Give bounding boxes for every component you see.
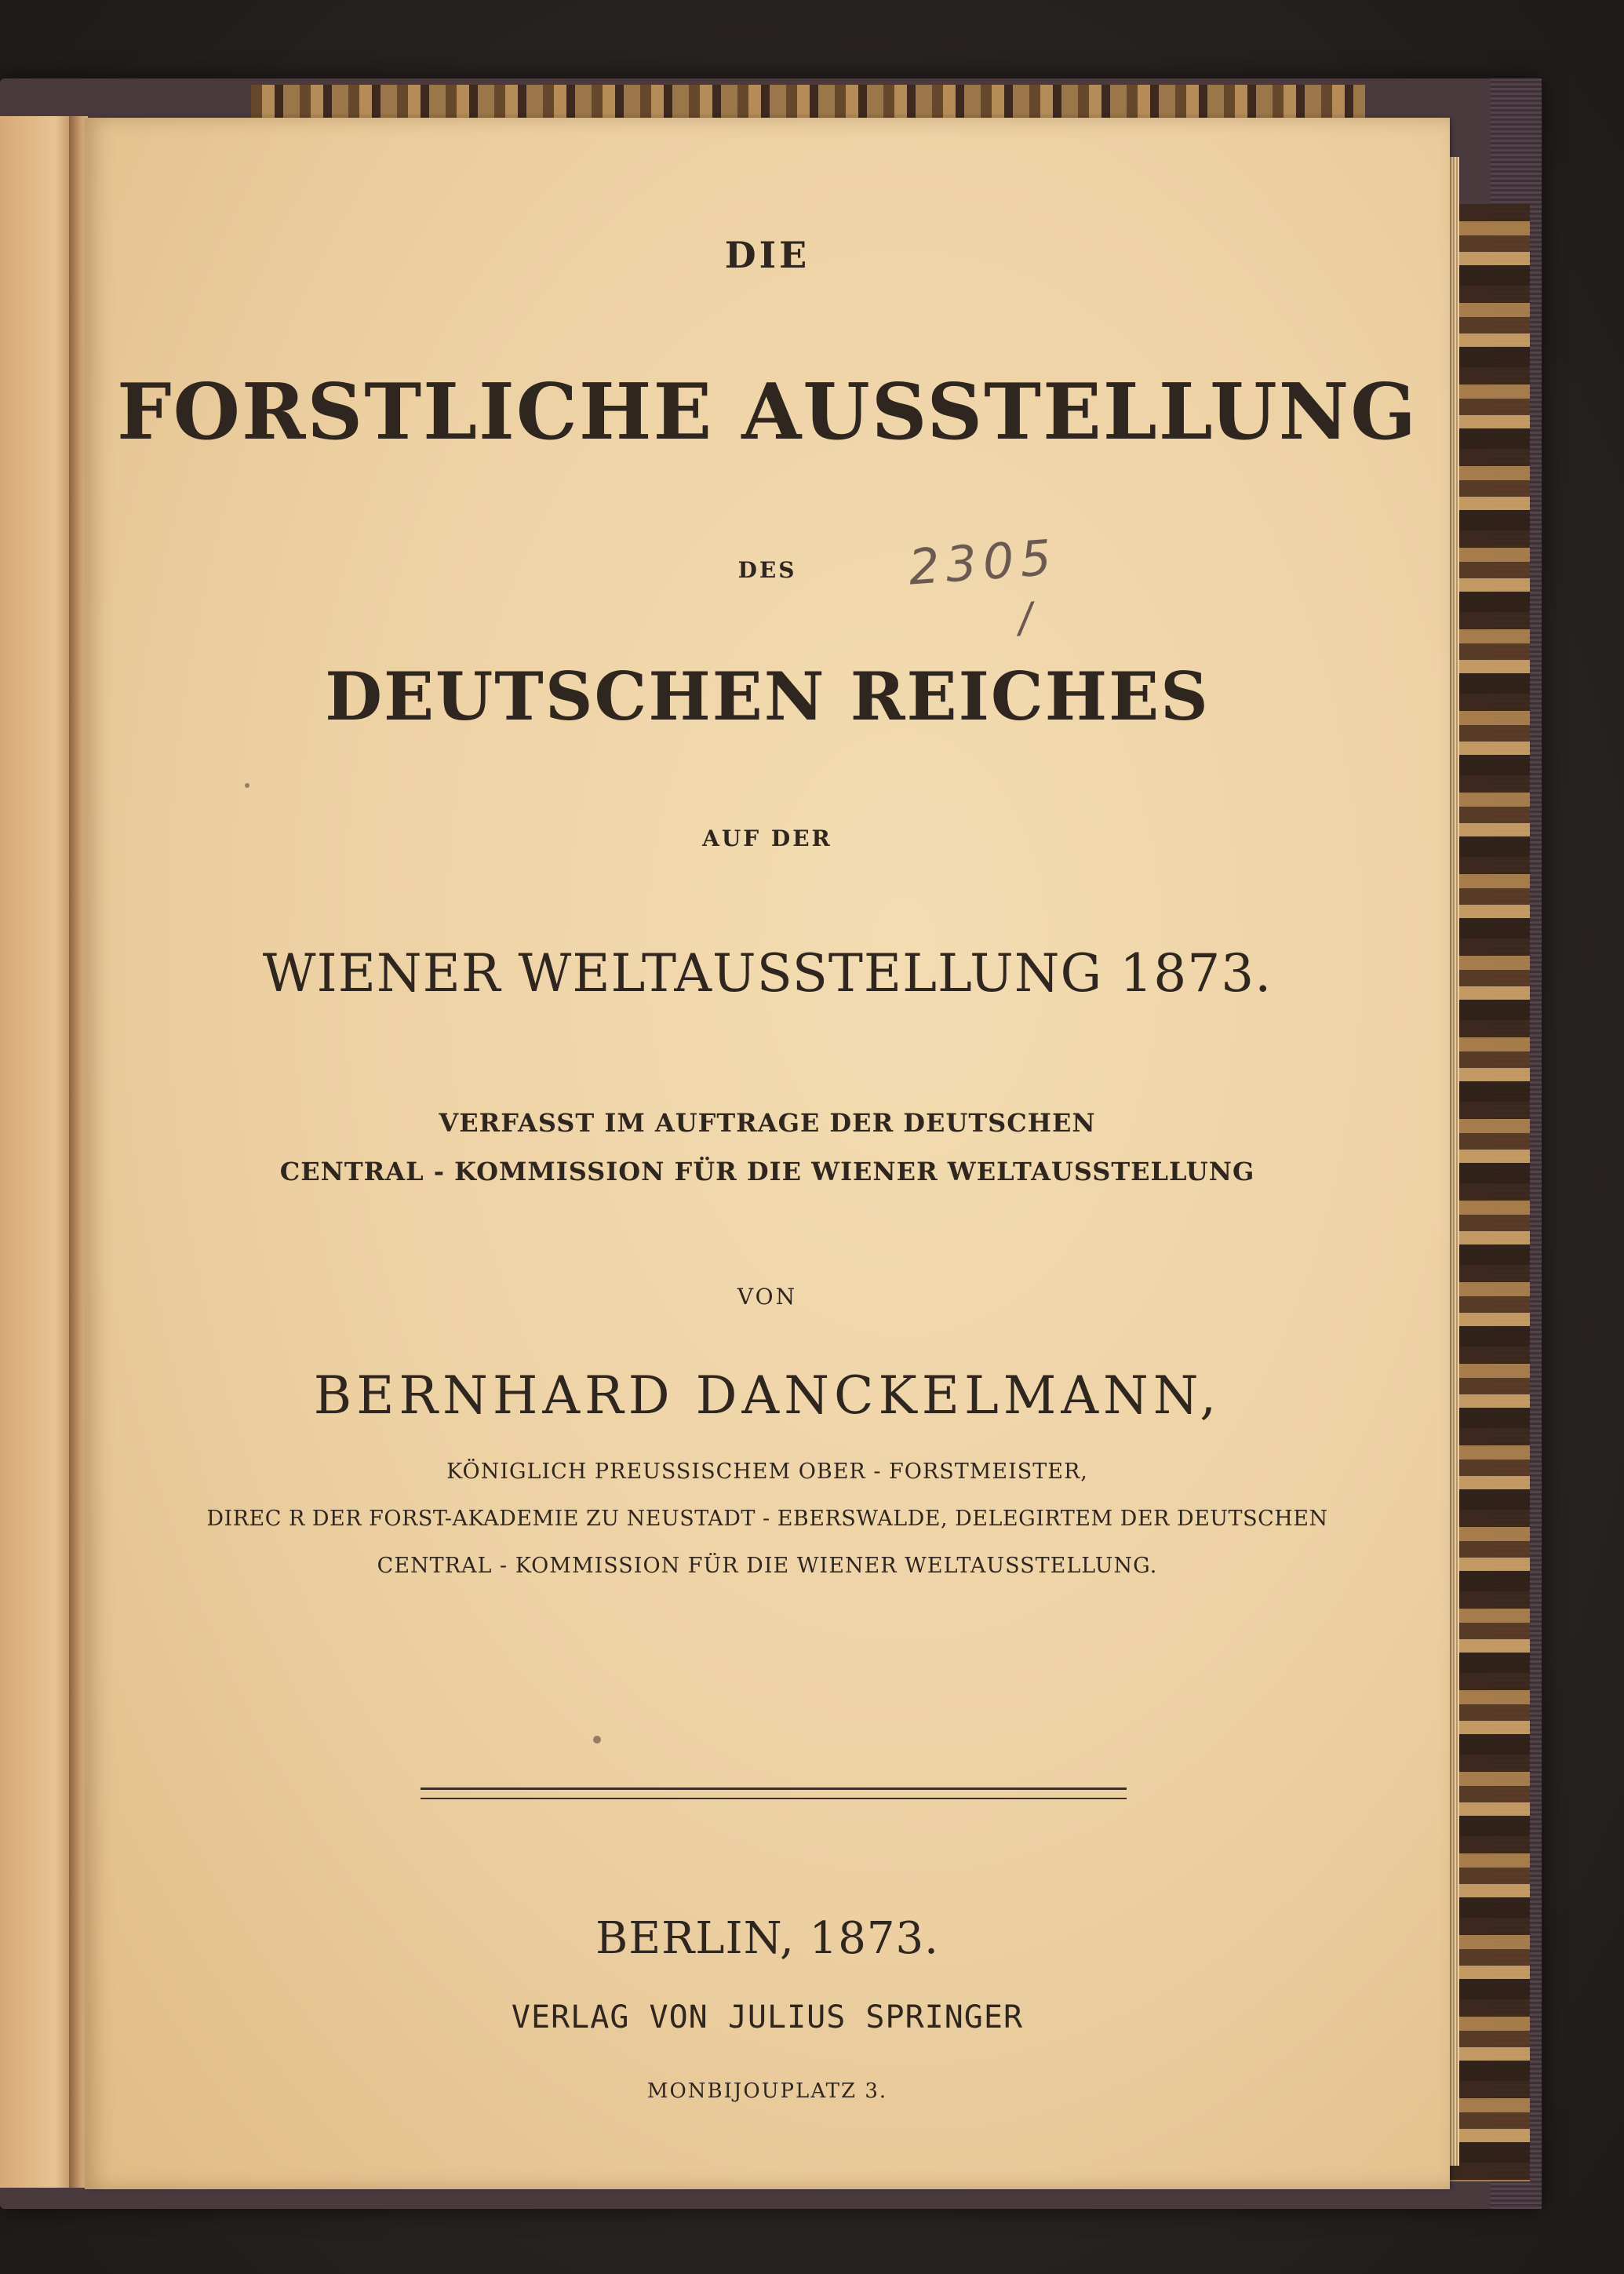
commission-line-1: VERFASST IM AUFTRAGE DER DEUTSCHEN [439, 1108, 1096, 1138]
imprint-publisher: VERLAG VON JULIUS SPRINGER [511, 1999, 1024, 2035]
title-page [85, 118, 1450, 2189]
imprint-address: MONBIJOUPLATZ 3. [646, 2079, 888, 2103]
handwritten-mark: / [1016, 594, 1034, 643]
author-title-line-3: CENTRAL - KOMMISSION FÜR DIE WIENER WELTAUSSTELLUNG. [377, 1554, 1158, 1578]
marbled-edge-top [251, 85, 1365, 121]
author-title-line-2: DIREC R DER FORST-AKADEMIE ZU NEUSTADT - EBERSWALDE, DELEGIRTEM DER DEUTSCHEN [206, 1507, 1328, 1531]
title-line-die: DIE [724, 234, 810, 276]
double-rule-divider [421, 1787, 1127, 1799]
author-title-line-1: KÖNIGLICH PREUSSISCHEM OBER - FORSTMEISTER, [446, 1460, 1088, 1484]
imprint-city-year: BERLIN, 1873. [595, 1913, 939, 1964]
handwritten-shelf-number: 2305 [906, 528, 1060, 596]
title-line-auf-der: AUF DER [702, 825, 832, 851]
ink-spot [593, 1736, 601, 1744]
byline-von: VON [737, 1284, 798, 1310]
title-line-des: DES [737, 557, 797, 583]
facing-page-edge [0, 116, 78, 2188]
exhibition-title: WIENER WELTAUSSTELLUNG 1873. [262, 943, 1273, 1004]
ink-spot [245, 783, 249, 788]
commission-line-2: CENTRAL - KOMMISSION FÜR DIE WIENER WELTAUSSTELLUNG [279, 1157, 1255, 1186]
main-title: FORSTLICHE AUSSTELLUNG [117, 367, 1418, 457]
author-name: BERNHARD DANCKELMANN, [313, 1365, 1222, 1426]
title-line-reich: DEUTSCHEN REICHES [325, 658, 1210, 735]
